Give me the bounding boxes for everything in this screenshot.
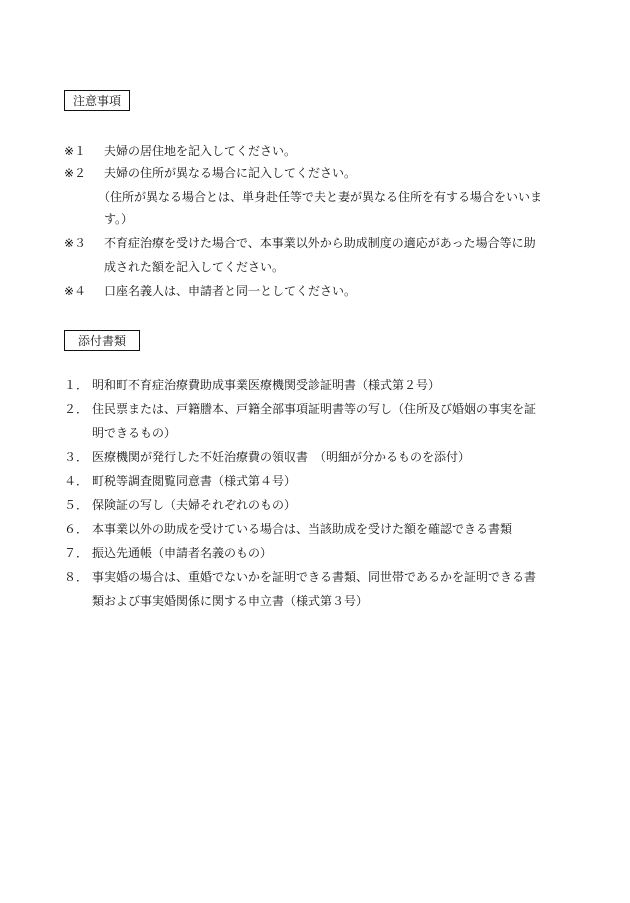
attachment-number: ８． [64,570,89,584]
attachments-heading: 添付書類 [64,330,140,351]
attachment-text: 事実婚の場合は、重婚でないかを証明できる書類、同世帯であるかを証明できる書 [92,570,537,584]
note-mark: ※１ [64,144,87,158]
attachment-cont-text: 明できるもの） [92,426,177,440]
attachment-text: 医療機関が発行した不妊治療費の領収書 （明細が分かるものを添付） [92,450,471,464]
attachment-number: ３． [64,450,89,464]
attachment-text: 振込先通帳（申請者名義のもの） [92,546,273,560]
attachment-text: 町税等調査閲覧同意書（様式第４号） [92,474,297,488]
attachment-number: ４． [64,474,89,488]
attachment-text: 明和町不育症治療費助成事業医療機関受診証明書（様式第２号） [92,378,441,392]
notes-heading: 注意事項 [64,90,130,111]
attachment-number: ６． [64,522,89,536]
note-mark: ※４ [64,284,87,298]
attachment-text: 住民票または、戸籍謄本、戸籍全部事項証明書等の写し（住所及び婚姻の事実を証 [92,402,537,416]
attachment-text: 保険証の写し（夫婦それぞれのもの） [92,498,297,512]
note-cont-text: す。） [104,212,134,226]
note-text: 夫婦の居住地を記入してください。 [104,144,297,158]
note-text: 夫婦の住所が異なる場合に記入してください。 [104,166,357,180]
note-mark: ※２ [64,166,87,180]
note-cont-text: 成された額を記入してください。 [104,260,285,274]
attachment-number: ７． [64,546,89,560]
note-text: 口座名義人は、申請者と同一としてください。 [104,284,357,298]
note-sub-text: （住所が異なる場合とは、単身赴任等で夫と妻が異なる住所を有する場合をいいま [98,190,543,204]
attachment-cont-text: 類および事実婚関係に関する申立書（様式第３号） [92,594,369,608]
attachment-number: １． [64,378,89,392]
attachment-number: ５． [64,498,89,512]
note-text: 不育症治療を受けた場合で、本事業以外から助成制度の適応があった場合等に助 [104,236,536,250]
attachment-text: 本事業以外の助成を受けている場合は、当該助成を受けた額を確認できる書類 [92,522,513,536]
note-mark: ※３ [64,236,87,250]
attachment-number: ２． [64,402,89,416]
